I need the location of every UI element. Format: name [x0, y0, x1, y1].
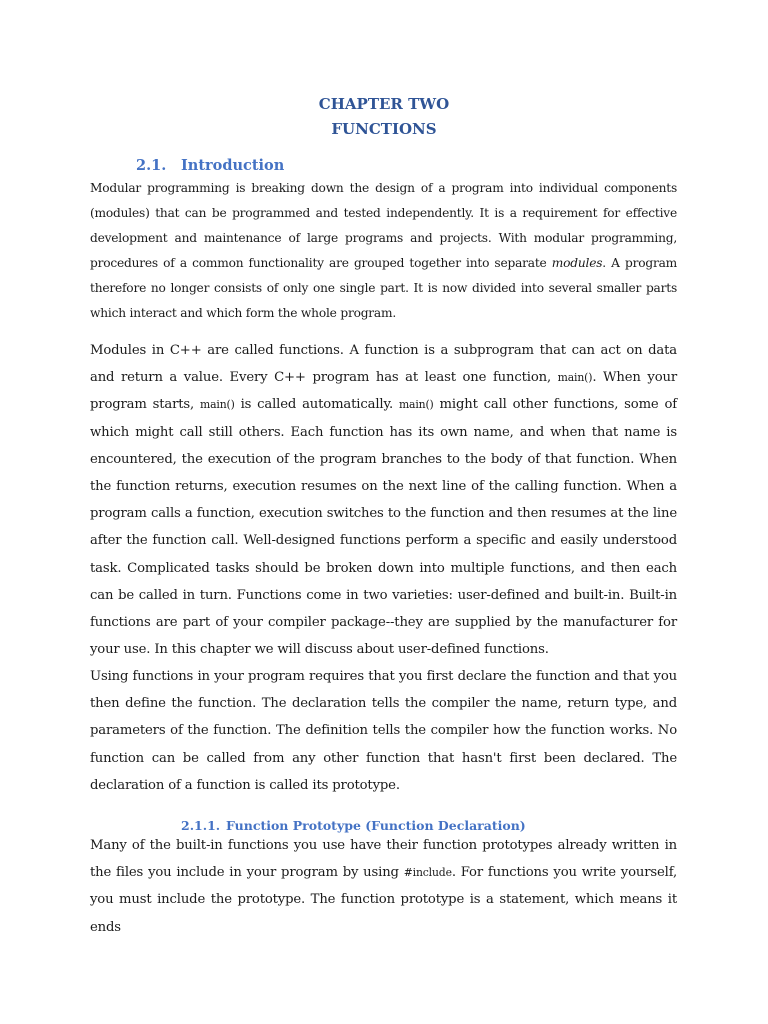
paragraph-using-functions: Using functions in your program requires that you first declare the function and that you then define the function. The declaration tells the compiler the name, return type, and parameters of the function. The definition tells the compiler how the function works. No function can be called from any other function that hasn't first been declared. The declaration of a function is called its prototype.	[90, 669, 677, 793]
subsection-title: Function Prototype (Function Declaration)	[226, 818, 526, 833]
section-heading-introduction	[136, 157, 284, 174]
chapter-number-heading: CHAPTER TWO	[318, 95, 450, 113]
paragraph-prototypes: Many of the built-in functions you use have their function prototypes already written in the files you include in your program by using #include. For functions you write yourself, you must include the prototype. The function prototype is a statement, which means it ends	[90, 838, 678, 935]
inline-code: main()	[398, 398, 434, 412]
section-title: Introduction	[181, 157, 285, 174]
subsection-number: 2.1.1.	[181, 818, 221, 833]
inline-code: main()	[557, 371, 593, 385]
paragraph-modular-programming: Modular programming is breaking down the design of a program into individual components (modules) that can be programmed and tested independently. It is a requirement for effective development and maintenance of large programs and projects. With modular programming, procedures of a common functionality are grouped together into separate modules. A program therefore no longer consists of only one single part. It is now divided into several smaller parts which interact and which form the whole program.	[90, 181, 678, 320]
italic-term: modules	[551, 256, 603, 270]
inline-code: main()	[200, 398, 235, 412]
chapter-title-heading: FUNCTIONS	[331, 120, 437, 138]
subsection-heading-function-prototype	[181, 818, 526, 833]
section-number: 2.1.	[136, 157, 167, 174]
inline-code: #include	[403, 866, 452, 880]
paragraph-functions-overview: Modules in C++ are called functions. A function is a subprogram that can act on data and return a value. Every C++ program has at least one function, main(). When your program starts, main() is called automatically. main() might call other functions, some of which might call still others. Each function has its own name, and when that name is encountered, the execution of the program branches to the body of that function. When the function returns, execution resumes on the next line of the calling function. When a program calls a function, execution switches to the function and then resumes at the line after the function call. Well-designed functions perform a specific and easily understood task. Complicated tasks should be broken down into multiple functions, and then each can be called in turn. Functions come in two varieties: user-defined and built-in. Built-in functions are part of your compiler package--they are supplied by the manufacturer for your use. In this chapter we will discuss about user-defined functions.	[90, 343, 678, 658]
